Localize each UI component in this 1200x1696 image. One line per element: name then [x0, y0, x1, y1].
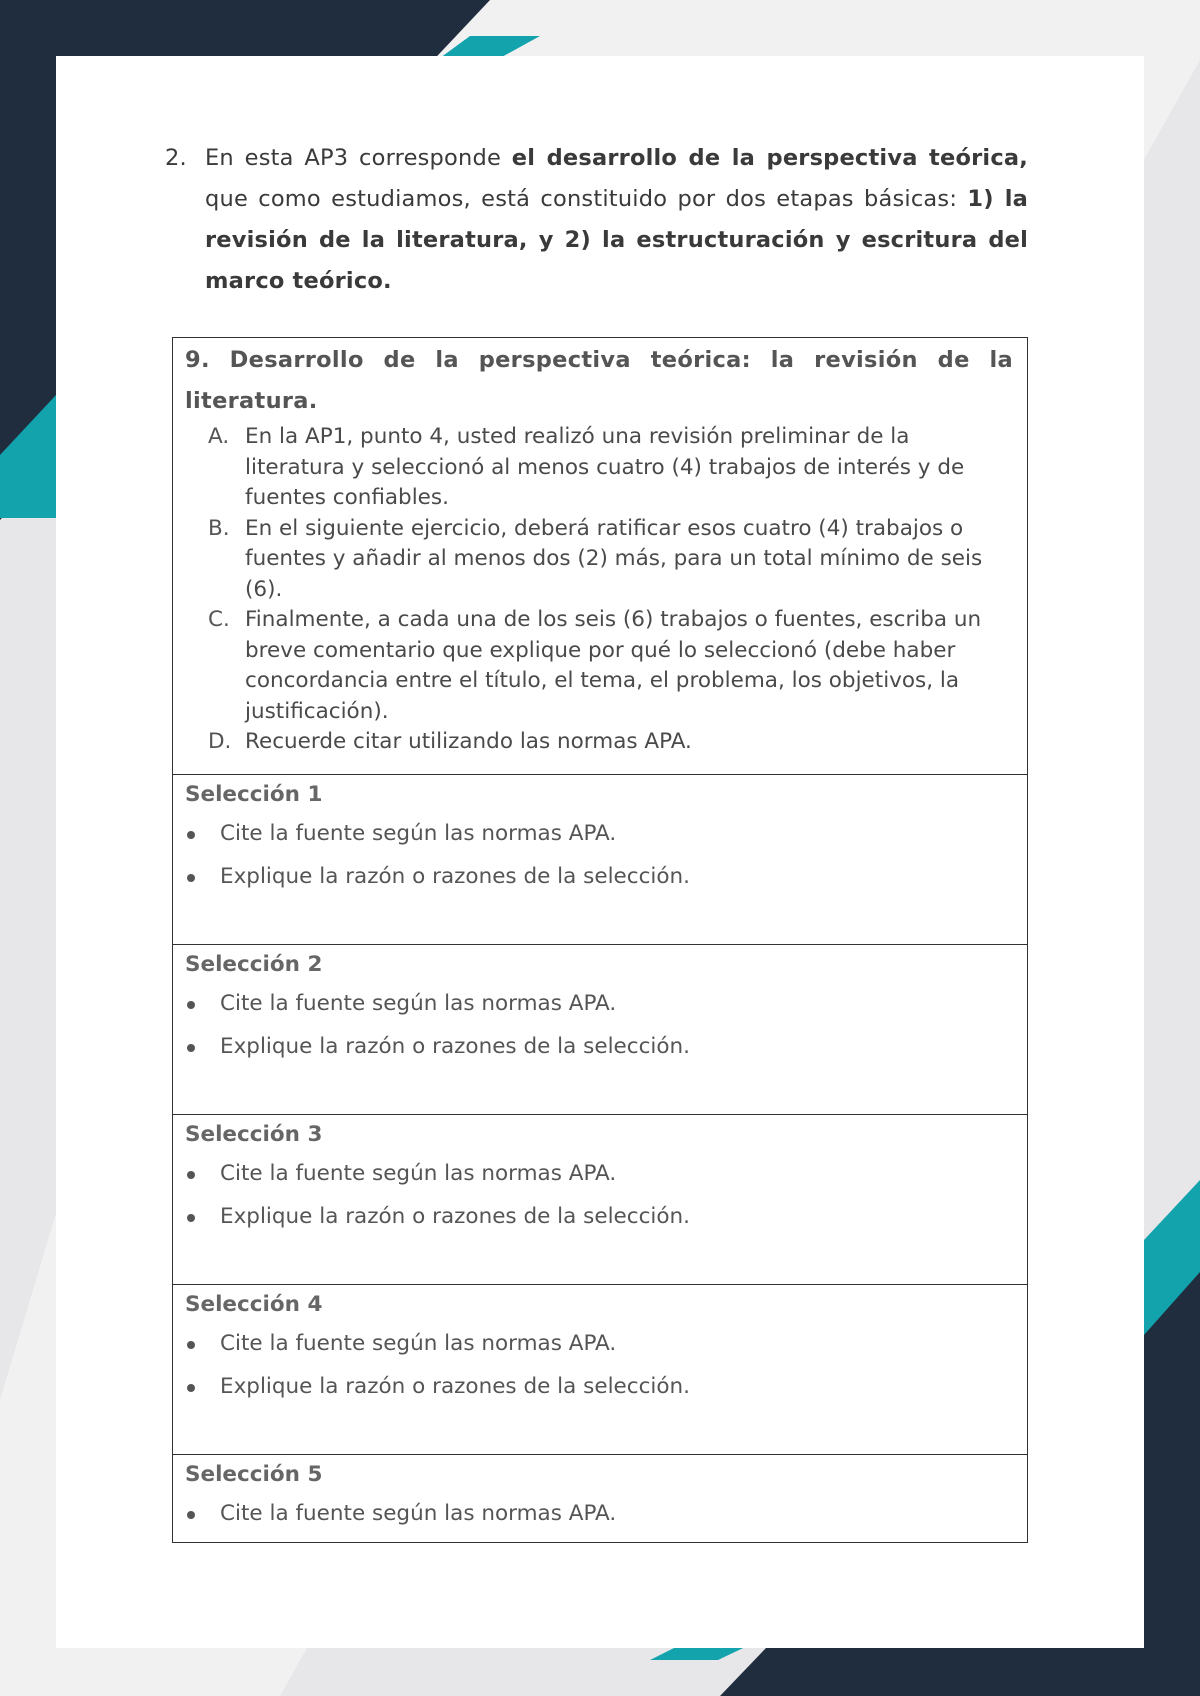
bullet-item: Cite la fuente según las normas APA.: [185, 1159, 690, 1189]
bullet-item: Explique la razón o razones de la selección.: [185, 1372, 690, 1402]
selection-bullets: [185, 1159, 690, 1245]
bullet-icon: [187, 1511, 195, 1519]
bullet-icon: [187, 1001, 195, 1009]
activity-table: [172, 337, 1028, 1543]
selection-cell-3[interactable]: [173, 1114, 1027, 1284]
intro-text-1: En esta AP3 corresponde: [205, 145, 512, 171]
selection-cell-4[interactable]: [173, 1284, 1027, 1454]
bullet-item: Cite la fuente según las normas APA.: [185, 1329, 690, 1359]
bullet-icon: [187, 1171, 195, 1179]
bullet-item: Cite la fuente según las normas APA.: [185, 989, 690, 1019]
instruction-item: C. Finalmente, a cada una de los seis (6) trabajos o fuentes, escriba un breve comentario que explique por qué lo seleccionó (debe haber concordancia entre el título, el tema, el problema, los objetivos, la justificación).: [208, 607, 982, 724]
intro-paragraph: [165, 138, 1028, 302]
selection-title: Selección 3: [185, 1122, 323, 1147]
bullet-icon: [187, 1044, 195, 1052]
bullet-item: Cite la fuente según las normas APA.: [185, 819, 690, 849]
bullet-item: Cite la fuente según las normas APA.: [185, 1499, 616, 1529]
instruction-item: D. Recuerde citar utilizando las normas APA.: [208, 729, 692, 754]
intro-bold-1: el desarrollo de la perspectiva teórica,: [511, 145, 1028, 171]
selection-bullets: [185, 1329, 690, 1415]
selection-cell-1[interactable]: [173, 774, 1027, 944]
selection-cell-5[interactable]: [173, 1454, 1027, 1542]
bullet-item: Explique la razón o razones de la selección.: [185, 1032, 690, 1062]
bullet-icon: [187, 1341, 195, 1349]
selection-bullets: [185, 1499, 616, 1542]
instruction-item: B. En el siguiente ejercicio, deberá ratificar esos cuatro (4) trabajos o fuentes y añadir al menos dos (2) más, para un total mínimo de seis (6).: [208, 515, 983, 602]
instructions-list: [208, 422, 985, 758]
bullet-icon: [187, 874, 195, 882]
intro-bold-2: 1) la revisión de la literatura, y 2) la estructuración y escritura del marco teórico.: [205, 186, 1028, 294]
selection-title: Selección 5: [185, 1462, 323, 1487]
instructions-cell: [173, 338, 1027, 774]
list-number: 2.: [165, 145, 187, 171]
selection-title: Selección 1: [185, 782, 323, 807]
bullet-icon: [187, 1384, 195, 1392]
selection-bullets: [185, 989, 690, 1075]
selection-title: Selección 4: [185, 1292, 323, 1317]
bullet-item: Explique la razón o razones de la selección.: [185, 862, 690, 892]
bullet-icon: [187, 1214, 195, 1222]
bullet-item: Explique la razón o razones de la selección.: [185, 1202, 690, 1232]
bullet-icon: [187, 831, 195, 839]
selection-cell-2[interactable]: [173, 944, 1027, 1114]
selection-title: Selección 2: [185, 952, 323, 977]
section-title: 9. Desarrollo de la perspectiva teórica: la revisión de la literatura.: [185, 347, 1013, 414]
intro-text-2: que como estudiamos, está constituido por dos etapas básicas:: [205, 186, 968, 212]
selection-bullets: [185, 819, 690, 905]
instruction-item: A. En la AP1, punto 4, usted realizó una revisión preliminar de la literatura y seleccionó al menos cuatro (4) trabajos de interés y de fuentes confiables.: [208, 424, 965, 510]
